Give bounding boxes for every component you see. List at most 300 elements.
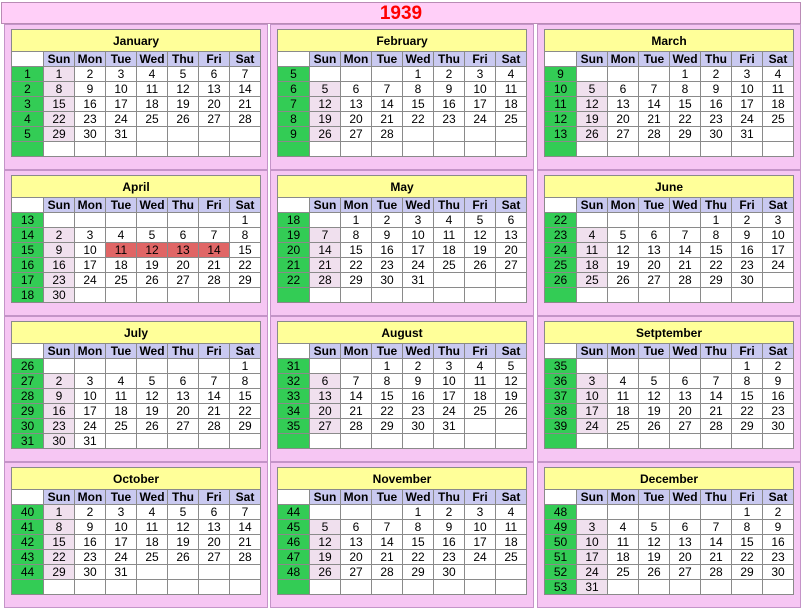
day-header: Sat [763, 52, 794, 67]
day-cell: 31 [106, 565, 137, 580]
empty-day-cell [763, 142, 794, 157]
day-header: Sat [496, 52, 527, 67]
empty-day-cell [230, 142, 261, 157]
day-cell: 18 [137, 97, 168, 112]
day-header: Wed [670, 52, 701, 67]
day-cell: 25 [465, 404, 496, 419]
empty-day-cell [372, 142, 403, 157]
day-cell: 24 [403, 258, 434, 273]
day-cell: 12 [137, 243, 168, 258]
empty-day-cell [168, 142, 199, 157]
week-row [278, 419, 527, 434]
empty-day-cell [608, 67, 639, 82]
day-cell: 1 [341, 213, 372, 228]
week-number [545, 142, 577, 157]
empty-day-cell [44, 359, 75, 374]
month-table [277, 29, 527, 157]
day-cell: 5 [137, 228, 168, 243]
month-title: April [12, 176, 261, 198]
empty-day-cell [341, 434, 372, 449]
day-cell: 2 [75, 67, 106, 82]
day-cell: 6 [341, 82, 372, 97]
day-cell: 27 [496, 258, 527, 273]
week-number: 44 [12, 565, 44, 580]
day-cell: 16 [732, 243, 763, 258]
week-row [278, 258, 527, 273]
empty-day-cell [434, 580, 465, 595]
day-cell: 20 [670, 404, 701, 419]
empty-day-cell [639, 67, 670, 82]
day-cell: 2 [434, 505, 465, 520]
empty-day-cell [465, 127, 496, 142]
empty-day-cell [199, 288, 230, 303]
empty-day-cell [199, 142, 230, 157]
day-header: Fri [465, 198, 496, 213]
empty-day-cell [310, 359, 341, 374]
day-cell: 12 [310, 535, 341, 550]
day-header: Mon [75, 490, 106, 505]
empty-day-cell [701, 580, 732, 595]
week-header-cell [12, 198, 44, 213]
day-header: Sat [763, 344, 794, 359]
week-number: 48 [545, 505, 577, 520]
day-cell: 1 [732, 359, 763, 374]
day-cell: 6 [199, 505, 230, 520]
day-cell: 30 [75, 127, 106, 142]
day-cell: 27 [341, 127, 372, 142]
day-cell: 22 [701, 258, 732, 273]
week-row [278, 273, 527, 288]
week-row [545, 565, 794, 580]
empty-day-cell [75, 213, 106, 228]
day-cell: 4 [434, 213, 465, 228]
month-title: August [278, 322, 527, 344]
day-header: Tue [106, 52, 137, 67]
day-cell: 21 [372, 112, 403, 127]
day-cell: 8 [403, 82, 434, 97]
day-cell: 10 [434, 374, 465, 389]
day-cell: 27 [168, 273, 199, 288]
day-cell: 15 [44, 97, 75, 112]
week-row [545, 550, 794, 565]
week-number: 35 [545, 359, 577, 374]
day-cell: 8 [372, 374, 403, 389]
empty-day-cell [465, 580, 496, 595]
week-number: 13 [545, 127, 577, 142]
day-cell: 28 [639, 127, 670, 142]
empty-day-cell [341, 505, 372, 520]
day-cell: 14 [341, 389, 372, 404]
day-cell: 7 [701, 520, 732, 535]
day-cell: 10 [732, 82, 763, 97]
empty-day-cell [465, 288, 496, 303]
day-header: Sat [230, 52, 261, 67]
day-cell: 18 [496, 97, 527, 112]
day-cell: 14 [199, 243, 230, 258]
month-panel-april [4, 170, 268, 316]
day-cell: 15 [230, 243, 261, 258]
day-cell: 20 [341, 550, 372, 565]
day-cell: 4 [465, 359, 496, 374]
day-cell: 30 [434, 565, 465, 580]
week-row [12, 550, 261, 565]
week-number: 22 [545, 213, 577, 228]
empty-day-cell [403, 288, 434, 303]
week-header-cell [545, 52, 577, 67]
empty-day-cell [732, 142, 763, 157]
day-cell: 13 [168, 389, 199, 404]
day-header: Fri [732, 52, 763, 67]
day-header: Fri [465, 344, 496, 359]
day-header: Wed [670, 344, 701, 359]
day-cell: 2 [372, 213, 403, 228]
month-table [544, 321, 794, 449]
day-cell: 9 [372, 228, 403, 243]
day-cell: 1 [44, 505, 75, 520]
day-cell: 8 [230, 228, 261, 243]
day-cell: 17 [75, 258, 106, 273]
day-cell: 8 [670, 82, 701, 97]
empty-day-cell [670, 288, 701, 303]
week-row [12, 273, 261, 288]
empty-day-cell [403, 127, 434, 142]
day-cell: 24 [465, 112, 496, 127]
week-number: 12 [545, 112, 577, 127]
month-title: May [278, 176, 527, 198]
day-cell: 24 [75, 419, 106, 434]
day-cell: 10 [403, 228, 434, 243]
day-cell: 19 [496, 389, 527, 404]
day-cell: 28 [701, 419, 732, 434]
day-cell: 23 [763, 550, 794, 565]
day-header: Thu [434, 198, 465, 213]
day-cell: 24 [75, 273, 106, 288]
day-cell: 24 [434, 404, 465, 419]
day-cell: 17 [577, 550, 608, 565]
week-number: 3 [12, 97, 44, 112]
day-cell: 16 [434, 535, 465, 550]
day-header: Thu [701, 52, 732, 67]
week-number: 21 [278, 258, 310, 273]
day-cell: 23 [701, 112, 732, 127]
day-cell: 4 [496, 67, 527, 82]
empty-day-cell [310, 142, 341, 157]
day-cell: 11 [434, 228, 465, 243]
day-header: Fri [199, 344, 230, 359]
empty-day-cell [465, 142, 496, 157]
day-cell: 11 [496, 520, 527, 535]
empty-day-cell [44, 580, 75, 595]
day-cell: 17 [75, 404, 106, 419]
day-cell: 30 [44, 288, 75, 303]
week-row [278, 213, 527, 228]
day-cell: 12 [137, 389, 168, 404]
day-cell: 15 [341, 243, 372, 258]
day-cell: 12 [608, 243, 639, 258]
day-cell: 15 [230, 389, 261, 404]
day-header: Fri [465, 490, 496, 505]
day-cell: 16 [403, 389, 434, 404]
day-header: Sun [577, 344, 608, 359]
day-cell: 30 [44, 434, 75, 449]
empty-day-cell [608, 580, 639, 595]
month-panel-october [4, 462, 268, 608]
empty-day-cell [75, 359, 106, 374]
empty-day-cell [75, 580, 106, 595]
week-row [12, 258, 261, 273]
empty-day-cell [199, 213, 230, 228]
week-number: 41 [12, 520, 44, 535]
empty-day-cell [372, 434, 403, 449]
week-row [12, 389, 261, 404]
week-number: 9 [278, 127, 310, 142]
week-number: 19 [278, 228, 310, 243]
week-row [12, 374, 261, 389]
week-number: 17 [12, 273, 44, 288]
day-header: Sat [763, 198, 794, 213]
week-number: 24 [545, 243, 577, 258]
day-header: Fri [465, 52, 496, 67]
week-row [545, 273, 794, 288]
day-cell: 1 [230, 359, 261, 374]
day-cell: 7 [199, 374, 230, 389]
empty-day-cell [701, 505, 732, 520]
week-row [278, 389, 527, 404]
week-number: 13 [12, 213, 44, 228]
day-cell: 2 [732, 213, 763, 228]
month-table [11, 467, 261, 595]
day-cell: 8 [732, 520, 763, 535]
week-row [545, 142, 794, 157]
day-cell: 4 [577, 228, 608, 243]
day-cell: 14 [230, 520, 261, 535]
week-number: 28 [12, 389, 44, 404]
day-cell: 4 [763, 67, 794, 82]
day-header: Thu [434, 52, 465, 67]
day-header: Mon [75, 52, 106, 67]
day-cell: 26 [639, 419, 670, 434]
day-cell: 25 [608, 565, 639, 580]
day-header: Sun [310, 490, 341, 505]
day-cell: 21 [701, 550, 732, 565]
day-header: Fri [732, 490, 763, 505]
week-number: 5 [12, 127, 44, 142]
day-header: Wed [403, 52, 434, 67]
empty-day-cell [639, 505, 670, 520]
day-header: Fri [199, 52, 230, 67]
day-cell: 11 [608, 535, 639, 550]
week-header-cell [278, 344, 310, 359]
week-row [278, 243, 527, 258]
empty-day-cell [496, 565, 527, 580]
day-header: Mon [608, 198, 639, 213]
day-cell: 1 [372, 359, 403, 374]
empty-day-cell [310, 580, 341, 595]
day-cell: 23 [732, 258, 763, 273]
day-cell: 9 [75, 520, 106, 535]
month-title: June [545, 176, 794, 198]
week-number: 51 [545, 550, 577, 565]
day-header: Tue [106, 198, 137, 213]
empty-day-cell [496, 419, 527, 434]
week-row [12, 67, 261, 82]
week-row [12, 112, 261, 127]
day-header: Tue [106, 344, 137, 359]
day-cell: 2 [44, 374, 75, 389]
week-number: 22 [278, 273, 310, 288]
week-number: 9 [545, 67, 577, 82]
empty-day-cell [168, 288, 199, 303]
week-row [278, 565, 527, 580]
day-cell: 11 [577, 243, 608, 258]
empty-day-cell [732, 580, 763, 595]
day-cell: 25 [763, 112, 794, 127]
month-table [11, 321, 261, 449]
day-cell: 9 [44, 389, 75, 404]
day-cell: 20 [496, 243, 527, 258]
day-cell: 9 [75, 82, 106, 97]
month-table [277, 175, 527, 303]
day-cell: 27 [670, 565, 701, 580]
empty-day-cell [230, 127, 261, 142]
week-row [545, 404, 794, 419]
day-cell: 23 [434, 112, 465, 127]
day-cell: 3 [106, 505, 137, 520]
empty-day-cell [701, 142, 732, 157]
day-cell: 9 [434, 520, 465, 535]
day-cell: 18 [465, 389, 496, 404]
week-row [278, 228, 527, 243]
day-cell: 7 [199, 228, 230, 243]
week-header-cell [545, 344, 577, 359]
day-cell: 15 [44, 535, 75, 550]
week-number: 11 [545, 97, 577, 112]
empty-day-cell [608, 434, 639, 449]
week-number: 39 [545, 419, 577, 434]
empty-day-cell [732, 288, 763, 303]
empty-day-cell [137, 580, 168, 595]
week-row [12, 535, 261, 550]
week-number [278, 580, 310, 595]
day-cell: 10 [75, 389, 106, 404]
day-cell: 6 [608, 82, 639, 97]
week-row [545, 243, 794, 258]
week-number: 4 [12, 112, 44, 127]
week-row [278, 67, 527, 82]
day-cell: 4 [106, 228, 137, 243]
day-cell: 23 [372, 258, 403, 273]
month-table [11, 175, 261, 303]
day-cell: 21 [199, 404, 230, 419]
day-cell: 27 [639, 273, 670, 288]
day-header: Mon [608, 344, 639, 359]
empty-day-cell [701, 288, 732, 303]
day-cell: 13 [310, 389, 341, 404]
week-number: 34 [278, 404, 310, 419]
day-cell: 25 [106, 419, 137, 434]
day-cell: 13 [199, 520, 230, 535]
month-title: November [278, 468, 527, 490]
day-cell: 1 [670, 67, 701, 82]
week-number: 48 [278, 565, 310, 580]
empty-day-cell [763, 127, 794, 142]
day-cell: 5 [310, 520, 341, 535]
day-header: Mon [75, 344, 106, 359]
day-cell: 1 [403, 505, 434, 520]
day-header: Sun [44, 52, 75, 67]
day-cell: 9 [763, 520, 794, 535]
day-cell: 11 [137, 520, 168, 535]
week-number: 7 [278, 97, 310, 112]
day-cell: 29 [372, 419, 403, 434]
day-cell: 4 [496, 505, 527, 520]
day-cell: 29 [341, 273, 372, 288]
day-header: Wed [403, 344, 434, 359]
day-cell: 29 [230, 273, 261, 288]
day-header: Sun [577, 52, 608, 67]
empty-day-cell [496, 580, 527, 595]
day-cell: 27 [310, 419, 341, 434]
day-cell: 12 [465, 228, 496, 243]
week-row [545, 535, 794, 550]
week-row [12, 82, 261, 97]
day-cell: 5 [608, 228, 639, 243]
day-cell: 2 [434, 67, 465, 82]
day-cell: 24 [577, 565, 608, 580]
week-row [545, 112, 794, 127]
day-cell: 28 [341, 419, 372, 434]
empty-day-cell [137, 565, 168, 580]
week-row [12, 434, 261, 449]
empty-day-cell [168, 127, 199, 142]
empty-day-cell [230, 288, 261, 303]
day-header: Sat [496, 198, 527, 213]
week-row [545, 97, 794, 112]
day-cell: 21 [701, 404, 732, 419]
day-cell: 28 [199, 419, 230, 434]
week-number: 1 [12, 67, 44, 82]
day-cell: 1 [403, 67, 434, 82]
week-row [278, 520, 527, 535]
week-row [12, 505, 261, 520]
day-cell: 5 [577, 82, 608, 97]
day-cell: 7 [230, 505, 261, 520]
week-number: 29 [12, 404, 44, 419]
empty-day-cell [670, 359, 701, 374]
empty-day-cell [577, 67, 608, 82]
day-cell: 13 [639, 243, 670, 258]
week-row [12, 419, 261, 434]
day-cell: 31 [577, 580, 608, 595]
day-cell: 11 [137, 82, 168, 97]
day-cell: 27 [608, 127, 639, 142]
day-cell: 31 [75, 434, 106, 449]
day-cell: 22 [230, 404, 261, 419]
day-cell: 20 [310, 404, 341, 419]
week-number: 52 [545, 565, 577, 580]
day-cell: 2 [403, 359, 434, 374]
day-header: Wed [670, 490, 701, 505]
day-cell: 3 [577, 374, 608, 389]
day-header: Fri [732, 344, 763, 359]
day-cell: 11 [106, 243, 137, 258]
day-cell: 11 [496, 82, 527, 97]
empty-day-cell [230, 565, 261, 580]
empty-day-cell [701, 359, 732, 374]
day-header: Sun [310, 52, 341, 67]
week-number: 27 [12, 374, 44, 389]
day-cell: 3 [106, 67, 137, 82]
